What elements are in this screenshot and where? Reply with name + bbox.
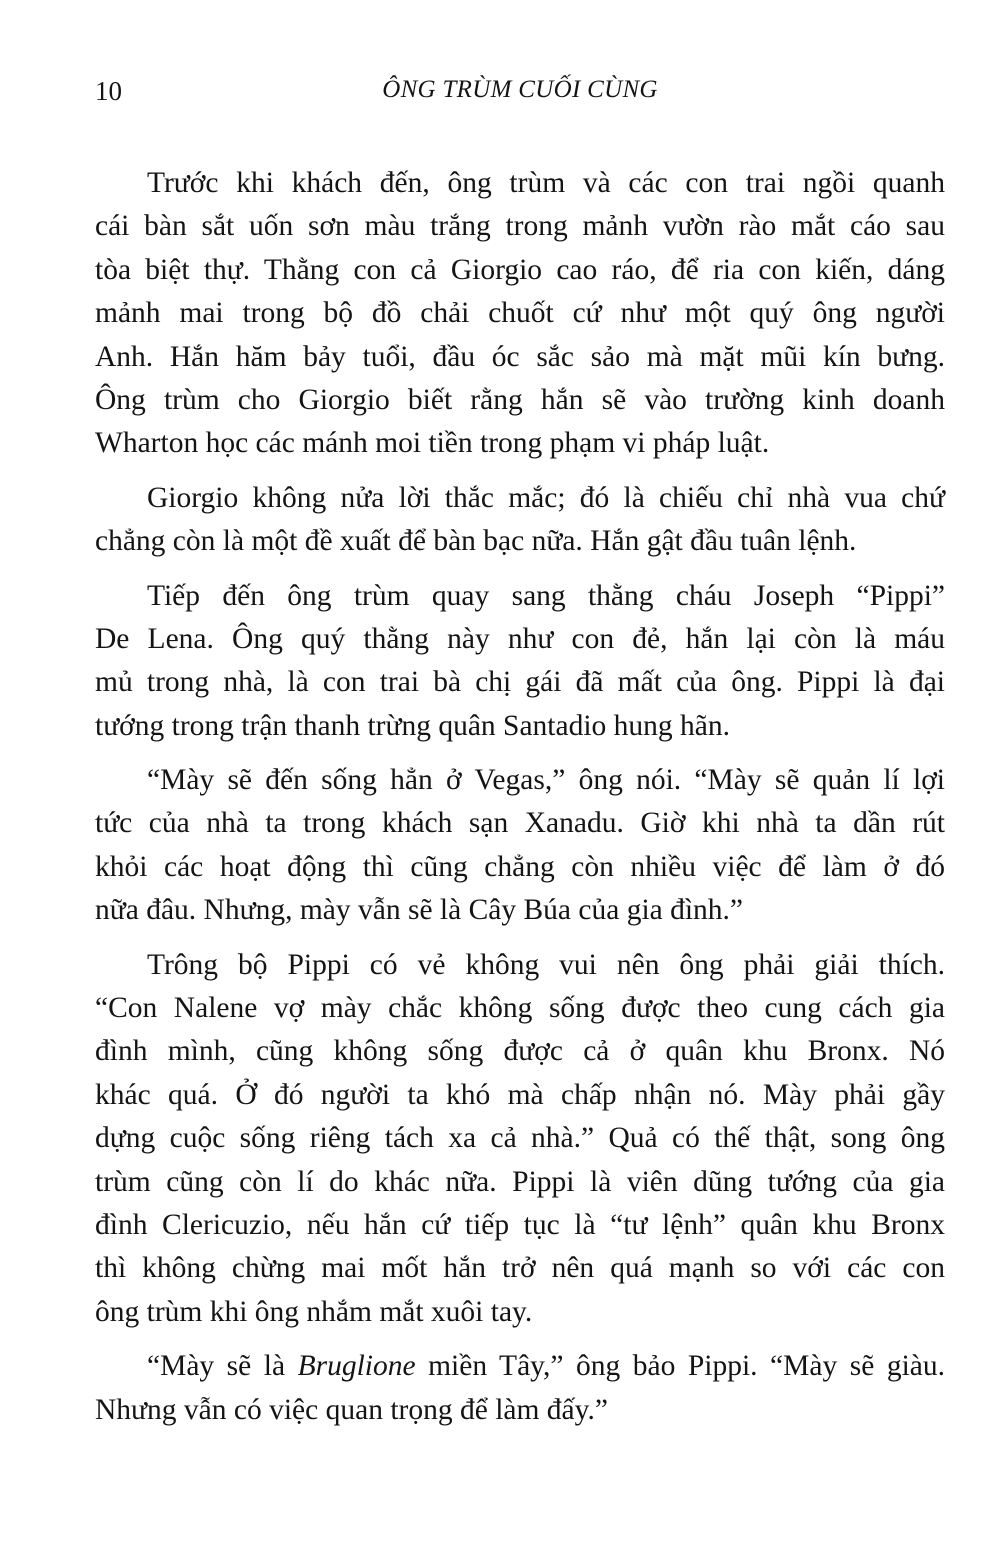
text-segment: miền Tây,” ông bảo Pippi. “Mày sẽ giàu.	[415, 1350, 945, 1383]
text-line: Trước khi khách đến, ông trùm và các con trai ngồi quanh	[147, 167, 945, 199]
text-line: dựng cuộc sống riêng tách xa cả nhà.” Quả có thế thật, song ông	[95, 1122, 945, 1155]
text-line: đình mình, cũng không sống được cả ở quân khu Bronx. Nó	[95, 1035, 945, 1068]
italic-term: Bruglione	[297, 1350, 416, 1383]
text-line: Wharton học các mánh moi tiền trong phạm vi pháp luật.	[95, 427, 770, 460]
text-line: Nhưng vẫn có việc quan trọng để làm đấy.”	[95, 1393, 608, 1426]
text-line: chẳng còn là một đề xuất để bàn bạc nữa. Hắn gật đầu tuân lệnh.	[95, 525, 857, 558]
text-line	[95, 1345, 945, 1388]
text-line: Trông bộ Pippi có vẻ không vui nên ông phải giải thích.	[147, 948, 945, 981]
text-segment: “Mày sẽ là	[147, 1350, 298, 1383]
paragraph	[95, 1345, 945, 1432]
text-line: Tiếp đến ông trùm quay sang thằng cháu Joseph “Pippi”	[147, 579, 945, 612]
text-line: tức của nhà ta trong khách sạn Xanadu. Giờ khi nhà ta dần rút	[95, 807, 945, 840]
text-line: đình Clericuzio, nếu hắn cứ tiếp tục là “tư lệnh” quân khu Bronx	[95, 1208, 945, 1241]
paragraph	[95, 477, 945, 564]
running-title: ÔNG TRÙM CUỐI CÙNG	[382, 76, 658, 103]
text-line: mảnh mai trong bộ đồ chải chuốt cứ như một quý ông người	[95, 297, 945, 330]
text-line: tướng trong trận thanh trừng quân Santadio hung hãn.	[95, 709, 731, 742]
text-line: Ông trùm cho Giorgio biết rằng hắn sẽ vào trường kinh doanh	[95, 383, 945, 416]
page-header	[95, 76, 945, 116]
paragraph	[95, 944, 945, 1335]
text-line: thì không chừng mai mốt hắn trở nên quá mạnh so với các con	[95, 1252, 945, 1285]
text-line: De Lena. Ông quý thằng này như con đẻ, hắn lại còn là máu	[95, 622, 945, 655]
body-text	[95, 162, 945, 1443]
text-line: nữa đâu. Nhưng, mày vẫn sẽ là Cây Búa của gia đình.”	[95, 894, 744, 927]
text-line: ông trùm khi ông nhắm mắt xuôi tay.	[95, 1295, 533, 1328]
text-line: tòa biệt thự. Thằng con cả Giorgio cao ráo, để ria con kiến, dáng	[95, 253, 945, 286]
paragraph	[95, 162, 945, 466]
text-line: “Mày sẽ đến sống hẳn ở Vegas,” ông nói. “Mày sẽ quản lí lợi	[147, 764, 945, 797]
text-line: trùm cũng còn lí do khác nữa. Pippi là viên dũng tướng của gia	[95, 1165, 945, 1198]
text-line: mủ trong nhà, là con trai bà chị gái đã mất của ông. Pippi là đại	[95, 666, 945, 699]
page-number: 10	[95, 76, 122, 106]
text-line: khỏi các hoạt động thì cũng chẳng còn nhiều việc để làm ở đó	[95, 850, 945, 883]
text-line: khác quá. Ở đó người ta khó mà chấp nhận nó. Mày phải gầy	[95, 1078, 945, 1111]
paragraph	[95, 575, 945, 749]
text-line: Giorgio không nửa lời thắc mắc; đó là chiếu chỉ nhà vua chứ	[147, 481, 945, 514]
text-line: Anh. Hắn hăm bảy tuổi, đầu óc sắc sảo mà mặt mũi kín bưng.	[95, 340, 945, 373]
paragraph	[95, 759, 945, 933]
text-line: cái bàn sắt uốn sơn màu trắng trong mảnh vườn rào mắt cáo sau	[95, 210, 945, 243]
text-line: “Con Nalene vợ mày chắc không sống được theo cung cách gia	[95, 992, 945, 1025]
